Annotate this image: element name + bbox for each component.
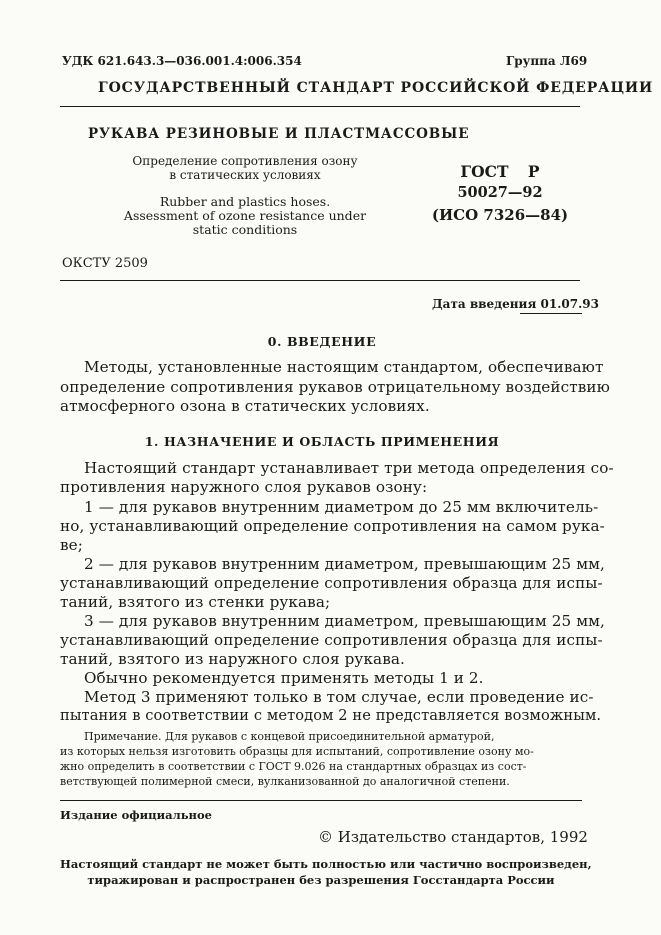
org-title: ГОСУДАРСТВЕННЫЙ СТАНДАРТ РОССИЙСКОЙ ФЕДЕРАЦИИ [98,80,654,96]
title-rule [60,280,580,281]
section1-line: пытания в соответствии с методом 2 не представляется возможным. [60,707,602,724]
footer-rule [60,800,582,801]
subtitle-ru-line2: в статических условиях [169,168,321,182]
section1-line: противления наружного слоя рукавов озону: [60,478,428,496]
document-title: РУКАВА РЕЗИНОВЫЕ И ПЛАСТМАССОВЫЕ [88,126,470,142]
subtitle-ru-line1: Определение сопротивления озону [132,154,358,168]
section1-line: но, устанавливающий определение сопротивления на самом рука- [60,517,605,535]
official-edition: Издание официальное [60,808,212,822]
note-line: из которых нельзя изготовить образцы для испытаний, сопротивление озону мо- [60,745,534,758]
section0-heading: 0. ВВЕДЕНИЕ [267,334,377,349]
section1-line: устанавливающий определение сопротивления образца для испы- [60,574,603,592]
note-line: жно определить в соответствии с ГОСТ 9.026 на стандартных образцах из сост- [60,760,527,773]
udk-code: УДК 621.643.3—036.001.4:006.354 [62,54,302,68]
iso-number: (ИСО 7326—84) [431,206,569,224]
reproduction-notice-line2: тиражирован и распространен без разрешения Госстандарта России [87,873,555,887]
section0-line: атмосферного озона в статических условиях. [60,397,430,415]
okstu-code: ОКСТУ 2509 [62,256,148,271]
note-line: Примечание. Для рукавов с концевой присоединительной арматурой, [84,730,495,743]
section1-line: устанавливающий определение сопротивления образца для испы- [60,631,603,649]
section1-line: 3 — для рукавов внутренним диаметром, превышающим 25 мм, [84,612,605,630]
section1-heading: 1. НАЗНАЧЕНИЕ И ОБЛАСТЬ ПРИМЕНЕНИЯ [144,434,500,449]
date-underline [520,313,582,314]
section1-line: 2 — для рукавов внутренним диаметром, превышающим 25 мм, [84,555,605,573]
header-rule [60,106,580,107]
copyright: © Издательство стандартов, 1992 [318,828,588,846]
date-of-introduction: Дата введения 01.07.93 [432,297,599,311]
section1-line: таний, взятого из наружного слоя рукава. [60,650,405,668]
section1-line: ве; [60,536,83,554]
section1-line: Обычно рекомендуется применять методы 1 и 2. [84,669,484,687]
section0-line: Методы, установленные настоящим стандартом, обеспечивают [84,358,604,376]
section1-line: Метод 3 применяют только в том случае, если проведение ис- [84,688,594,706]
section1-line: Настоящий стандарт устанавливает три метода определения со- [84,459,614,477]
title-en-line3: static conditions [192,222,298,237]
gost-label: ГОСТ Р [460,162,540,181]
reproduction-notice-line1: Настоящий стандарт не может быть полностью или частично воспроизведен, [60,857,592,871]
title-en-line1: Rubber and plastics hoses. [159,194,331,209]
gost-number: 50027—92 [457,184,543,201]
note-line: ветствующей полимерной смеси, вулканизованной до аналогичной степени. [60,775,510,788]
section1-line: 1 — для рукавов внутренним диаметром до 25 мм включитель- [84,498,599,516]
title-en-line2: Assessment of ozone resistance under [123,208,367,223]
group-code: Группа Л69 [506,54,588,68]
section1-line: таний, взятого из стенки рукава; [60,593,331,611]
section0-line: определение сопротивления рукавов отрицательному воздействию [60,378,610,396]
